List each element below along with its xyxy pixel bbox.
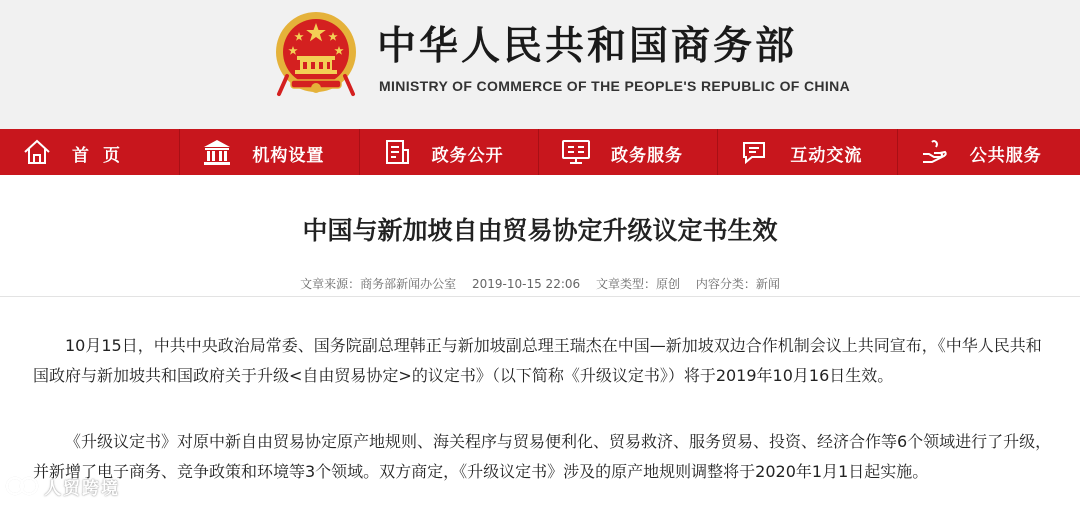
divider bbox=[0, 296, 1080, 297]
article-date: 2019-10-15 22:06 bbox=[472, 277, 581, 291]
nav-item-public-services[interactable] bbox=[897, 129, 1080, 175]
nav-item-gov-affairs-open[interactable] bbox=[359, 129, 538, 175]
nav-label: 公共服务 bbox=[969, 146, 1042, 166]
article-paragraph bbox=[33, 427, 1053, 487]
watermark-text: 人贸跨境 bbox=[44, 478, 120, 499]
chat-icon bbox=[740, 138, 770, 166]
article-category: 内容分类：新闻 bbox=[695, 277, 780, 291]
article-type: 文章类型：原创 bbox=[595, 277, 680, 291]
main-nav bbox=[0, 129, 1080, 175]
nav-item-institution[interactable] bbox=[179, 129, 358, 175]
nav-item-interaction[interactable] bbox=[717, 129, 896, 175]
nav-item-gov-services[interactable] bbox=[538, 129, 717, 175]
nav-label: 政务服务 bbox=[611, 146, 684, 166]
paragraph-text: 《升级议定书》对原中新自由贸易协定原产地规则、海关程序与贸易便利化、贸易救济、服务贸易、投资、经济合作等6个领域进行了升级，并新增了电子商务、竞争政策和环境等3个领域。双方商定，《升级议定书》涉及的原产地规则调整将于2020年1月1日起实施。 bbox=[33, 432, 1052, 481]
nav-label: 首页 bbox=[72, 146, 134, 166]
site-header bbox=[0, 0, 1080, 129]
home-icon bbox=[22, 138, 52, 166]
national-emblem-icon[interactable] bbox=[273, 10, 359, 98]
site-subtitle: MINISTRY OF COMMERCE OF THE PEOPLE'S REPUBLIC OF CHINA bbox=[379, 78, 851, 94]
article-paragraph bbox=[33, 331, 1053, 391]
document-icon bbox=[382, 138, 412, 166]
nav-label: 政务公开 bbox=[431, 146, 504, 166]
article-title: 中国与新加坡自由贸易协定升级议定书生效 bbox=[302, 216, 778, 245]
institution-icon bbox=[202, 138, 232, 166]
nav-label: 互动交流 bbox=[790, 146, 863, 166]
article-meta bbox=[0, 275, 1080, 292]
nav-item-home[interactable] bbox=[0, 129, 179, 175]
site-title: 中华人民共和国商务部 bbox=[377, 24, 798, 69]
hand-service-icon bbox=[920, 138, 950, 166]
service-screen-icon bbox=[561, 138, 591, 166]
watermark bbox=[4, 473, 120, 499]
paragraph-text: 10月15日，中共中央政治局常委、国务院副总理韩正与新加坡副总理王瑞杰在中国—新加坡双边合作机制会议上共同宣布，《中华人民共和国政府与新加坡共和国政府关于升级<自由贸易协定>的议定书》（以下简称《升级议定书》）将于2019年10月16日生效。 bbox=[33, 336, 1042, 385]
watermark-logo-icon bbox=[4, 473, 40, 499]
nav-label: 机构设置 bbox=[252, 146, 325, 166]
article-source: 文章来源：商务部新闻办公室 bbox=[300, 277, 457, 291]
